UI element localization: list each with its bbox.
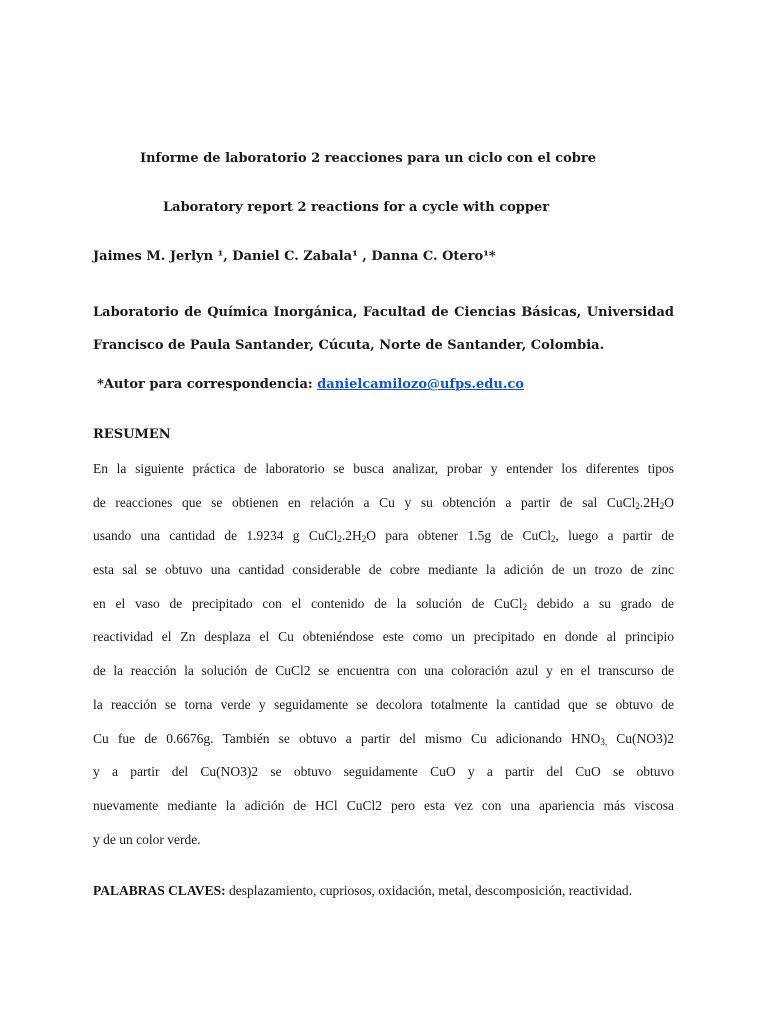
keywords-label: PALABRAS CLAVES:: [93, 883, 226, 898]
correspondence-label: *Autor para correspondencia:: [97, 377, 313, 392]
abstract-line: usando una cantidad de 1.9234 g $CuCl_2.2H_2O$ para obtener 1.5g de CuCl$_2$, luego a partir de: [93, 528, 675, 545]
abstract-line: la reacción se torna verde y seguidamente se decolora totalmente la cantidad que se obtuvo de: [93, 696, 674, 712]
abstract-heading: RESUMEN: [93, 427, 171, 442]
abstract-line: en el vaso de precipitado con el contenido de la solución de CuCl$_2$ debido a su grado de: [93, 595, 674, 612]
abstract-line: Cu fue de 0.6676g. También se obtuvo a partir del mismo Cu adicionando $HNO_{3,}$ Cu(NO3)2: [93, 730, 675, 747]
title-english: Laboratory report 2 reactions for a cycle with copper: [163, 200, 550, 215]
affiliation: Laboratorio de Química Inorgánica, Facultad de Ciencias Básicas, Universidad Francisco de Paula Santander, Cúcuta, Norte de Santander, Colombia.: [93, 305, 674, 353]
title-spanish: Informe de laboratorio 2 reacciones para un ciclo con el cobre: [140, 151, 597, 166]
keywords-text: desplazamiento, cupriosos, oxidación, metal, descomposición, reactividad.: [225, 883, 633, 898]
abstract-line: reactividad el Zn desplaza el Cu obteniéndose este como un precipitado en donde al principio: [93, 629, 674, 645]
abstract-line: y de un color verde.: [93, 831, 201, 847]
abstract-line: de reacciones que se obtienen en relación a Cu y su obtención a partir de sal $CuCl_2.2H_2O$: [93, 494, 674, 511]
author-list: Jaimes M. Jerlyn ¹, Daniel C. Zabala¹ , Danna C. Otero¹*: [93, 249, 496, 264]
abstract-line: y a partir del Cu(NO3)2 se obtuvo seguidamente CuO y a partir del CuO se obtuvo: [93, 764, 674, 780]
abstract-line: En la siguiente práctica de laboratorio se busca analizar, probar y entender los diferentes tipos: [93, 461, 674, 476]
abstract-line: de la reacción la solución de CuCl2 se encuentra con una coloración azul y en el transcurso de: [93, 663, 674, 679]
abstract-body: [93, 452, 674, 856]
abstract-line: nuevamente mediante la adición de HCl CuCl2 pero esta vez con una apariencia más viscosa: [93, 797, 674, 813]
keywords: [93, 875, 674, 907]
correspondence-email-link[interactable]: danielcamilozo@ufps.edu.co: [317, 377, 524, 392]
correspondence: [97, 377, 524, 392]
abstract-line: esta sal se obtuvo una cantidad considerable de cobre mediante la adición de un trozo de zinc: [93, 562, 674, 578]
